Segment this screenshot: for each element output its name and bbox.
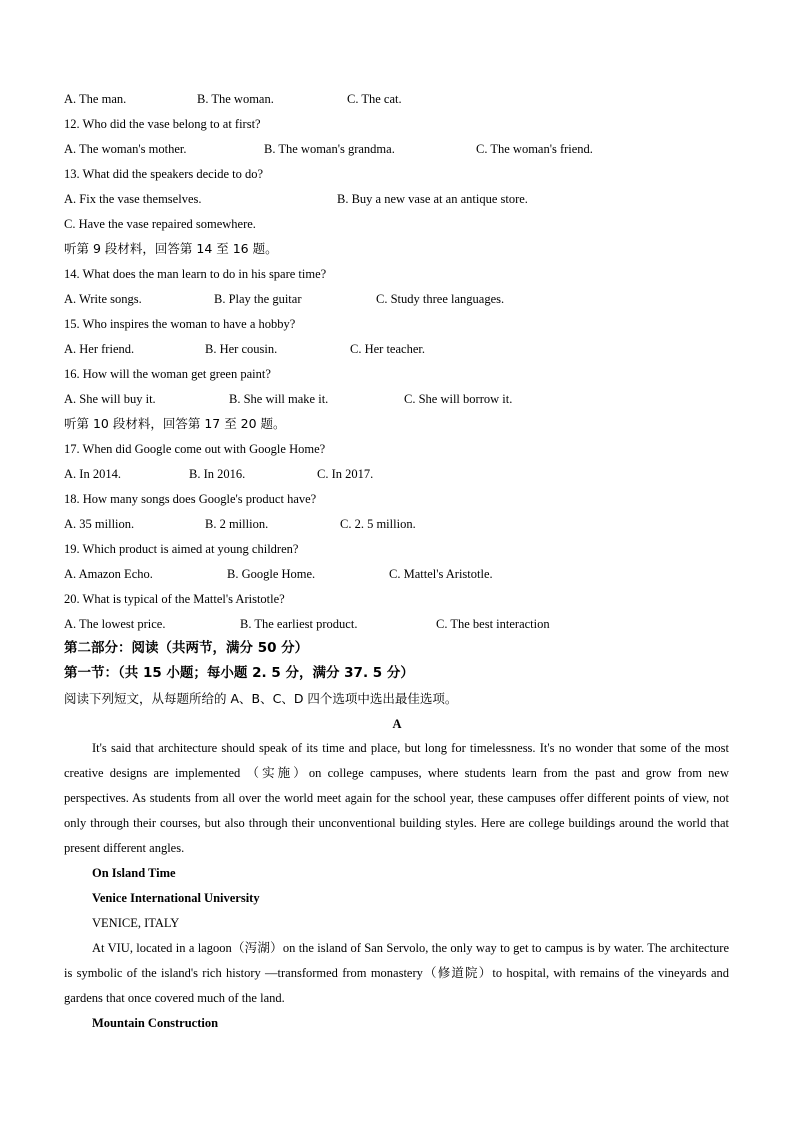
option-a: A. Her friend. bbox=[64, 342, 135, 356]
option-a: A. 35 million. bbox=[64, 517, 135, 531]
option-a: A. The man. bbox=[64, 92, 127, 106]
heading-on-island-time: On Island Time bbox=[92, 866, 176, 880]
option-b: B. The earliest product. bbox=[240, 617, 358, 631]
option-c: C. The woman's friend. bbox=[476, 142, 593, 156]
option-c: C. Mattel's Aristotle. bbox=[389, 567, 493, 581]
viu-paragraph: At VIU, located in a lagoon（泻湖）on the island of San Servolo, the only way to get to campus is by water. The architecture is symbolic of the island's rich history —transformed from monastery（修道院）to hospital, with remains of the vineyards and gardens that once covered much of the land. bbox=[64, 941, 729, 1005]
option-b: B. In 2016. bbox=[189, 467, 246, 481]
q14-question: 14. What does the man learn to do in his spare time? bbox=[64, 267, 327, 281]
option-c: C. 2. 5 million. bbox=[340, 517, 416, 531]
part-2-title: 第二部分：阅读（共两节，满分 50 分） bbox=[64, 640, 309, 656]
option-b: B. The woman. bbox=[197, 92, 274, 106]
option-b: B. Play the guitar bbox=[214, 292, 302, 306]
heading-mountain-construction: Mountain Construction bbox=[92, 1016, 219, 1030]
option-a: A. The woman's mother. bbox=[64, 142, 187, 156]
q16-options bbox=[64, 391, 744, 407]
q12-options bbox=[64, 141, 744, 157]
q20-question: 20. What is typical of the Mattel's Aristotle? bbox=[64, 592, 285, 606]
option-c: C. Study three languages. bbox=[376, 292, 505, 306]
option-a: A. The lowest price. bbox=[64, 617, 166, 631]
school-name-viu: Venice International University bbox=[92, 891, 260, 905]
q15-options bbox=[64, 341, 744, 357]
option-a: A. Fix the vase themselves. bbox=[64, 192, 202, 206]
option-a: A. She will buy it. bbox=[64, 392, 156, 406]
q17-options bbox=[64, 466, 744, 482]
intro-paragraph: It's said that architecture should speak of its time and place, but long for timelessness. It's no wonder that some of the most creative designs are implemented （实施）on college campuses, where students learn from the past and grow from new perspectives. As students from all over the world meet again for the school year, these campuses offer different points of view, not only through their courses, but also through their unconventional building styles. Here are college buildings around the world that present different angles. bbox=[64, 741, 729, 855]
section-10-instruction: 听第 10 段材料，回答第 17 至 20 题。 bbox=[64, 416, 286, 431]
q20-options bbox=[64, 616, 744, 632]
option-b: B. The woman's grandma. bbox=[264, 142, 395, 156]
option-b: B. She will make it. bbox=[229, 392, 329, 406]
q16-question: 16. How will the woman get green paint? bbox=[64, 367, 271, 381]
option-a: A. In 2014. bbox=[64, 467, 121, 481]
q13-question: 13. What did the speakers decide to do? bbox=[64, 167, 264, 181]
q19-question: 19. Which product is aimed at young children? bbox=[64, 542, 299, 556]
q17-question: 17. When did Google come out with Google Home? bbox=[64, 442, 326, 456]
option-b: B. Her cousin. bbox=[205, 342, 278, 356]
q18-question: 18. How many songs does Google's product have? bbox=[64, 492, 317, 506]
reading-instructions: 阅读下列短文，从每题所给的 A、B、C、D 四个选项中选出最佳选项。 bbox=[64, 691, 458, 706]
section-1-title: 第一节：（共 15 小题；每小题 2. 5 分，满分 37. 5 分） bbox=[64, 665, 414, 681]
q15-question: 15. Who inspires the woman to have a hobby? bbox=[64, 317, 296, 331]
passage-label: A bbox=[392, 717, 402, 731]
location-venice: VENICE, ITALY bbox=[92, 916, 180, 930]
section-9-instruction: 听第 9 段材料，回答第 14 至 16 题。 bbox=[64, 241, 278, 256]
q12-question: 12. Who did the vase belong to at first? bbox=[64, 117, 261, 131]
q11-options bbox=[64, 91, 744, 107]
option-a: A. Write songs. bbox=[64, 292, 142, 306]
option-a: A. Amazon Echo. bbox=[64, 567, 153, 581]
q18-options bbox=[64, 516, 744, 532]
option-b: B. Buy a new vase at an antique store. bbox=[337, 192, 528, 206]
option-c: C. The best interaction bbox=[436, 617, 550, 631]
option-b: B. Google Home. bbox=[227, 567, 316, 581]
q13-options bbox=[64, 191, 744, 207]
q19-options bbox=[64, 566, 744, 582]
option-b: B. 2 million. bbox=[205, 517, 269, 531]
q13-option-c: C. Have the vase repaired somewhere. bbox=[64, 217, 256, 231]
option-c: C. The cat. bbox=[347, 92, 402, 106]
option-c: C. She will borrow it. bbox=[404, 392, 513, 406]
option-c: C. Her teacher. bbox=[350, 342, 425, 356]
q14-options bbox=[64, 291, 744, 307]
option-c: C. In 2017. bbox=[317, 467, 374, 481]
